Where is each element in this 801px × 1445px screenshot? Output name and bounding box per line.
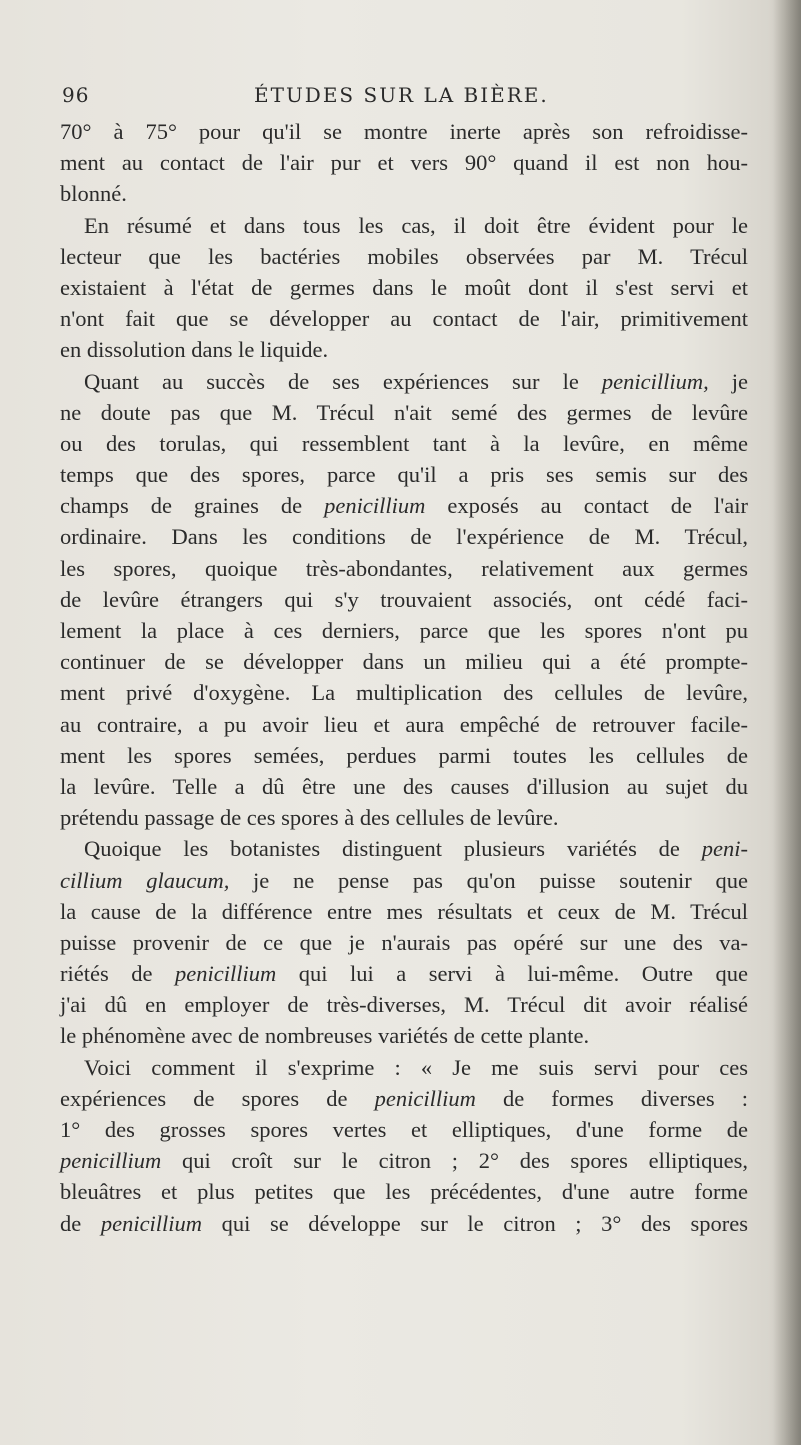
- text-line: bleuâtres et plus petites que les précédentes, d'une autre forme: [60, 1179, 748, 1205]
- italic-term: penicillium: [100, 1210, 203, 1236]
- text-line: la cause de la différence entre mes résultats et ceux de M. Trécul: [60, 898, 748, 924]
- text-line: existaient à l'état de germes dans le moût dont il s'est servi et: [60, 274, 748, 300]
- text-line: la levûre. Telle a dû être une des causes d'illusion au sujet du: [60, 773, 748, 799]
- text-line: au contraire, a pu avoir lieu et aura empêché de retrouver facile-: [60, 711, 748, 737]
- text-line: penicillium qui croît sur le citron ; 2° des spores elliptiques,: [60, 1148, 748, 1174]
- text-line: blonné.: [60, 181, 127, 207]
- text-line: temps que des spores, parce qu'il a pris ses semis sur des: [60, 462, 748, 488]
- text-line: de levûre étrangers qui s'y trouvaient associés, ont cédé faci-: [60, 586, 748, 612]
- text-line: lecteur que les bactéries mobiles observées par M. Trécul: [60, 243, 748, 269]
- text-line: ou des torulas, qui ressemblent tant à la levûre, en même: [60, 430, 748, 456]
- text-line: ment les spores semées, perdues parmi toutes les cellules de: [60, 742, 748, 768]
- page-header: [62, 83, 742, 109]
- text-line: le phénomène avec de nombreuses variétés de cette plante.: [60, 1023, 590, 1049]
- page-edge-shadow: [773, 0, 801, 1445]
- text-line: continuer de se développer dans un milieu qui a été prompte-: [60, 649, 748, 675]
- body-text: [60, 116, 748, 1239]
- text-line: ordinaire. Dans les conditions de l'expérience de M. Trécul,: [60, 524, 748, 550]
- text-line: prétendu passage de ces spores à des cellules de levûre.: [60, 805, 559, 831]
- text-line: ment privé d'oxygène. La multiplication des cellules de levûre,: [60, 680, 748, 706]
- italic-term: penicillium: [374, 1085, 476, 1111]
- text-line: champs de graines de penicillium exposés au contact de l'air: [60, 493, 748, 519]
- text-line: n'ont fait que se développer au contact de l'air, primitivement: [60, 306, 748, 332]
- running-title: ÉTUDES SUR LA BIÈRE.: [254, 83, 549, 107]
- italic-term: peni-: [701, 836, 748, 862]
- text-line: lement la place à ces derniers, parce que les spores n'ont pu: [60, 618, 748, 643]
- text-line: puisse provenir de ce que je n'aurais pas opéré sur une des va-: [60, 929, 748, 955]
- text-line: riétés de penicillium qui lui a servi à lui-même. Outre que: [60, 961, 748, 987]
- text-line: expériences de spores de penicillium de formes diverses :: [60, 1085, 748, 1111]
- page-number: 96: [62, 83, 90, 107]
- text-line: 70° à 75° pour qu'il se montre inerte après son refroidisse-: [60, 119, 748, 144]
- text-line: ne doute pas que M. Trécul n'ait semé des germes de levûre: [60, 399, 748, 425]
- italic-term: penicillium,: [601, 368, 709, 394]
- text-line: en dissolution dans le liquide.: [60, 337, 329, 363]
- italic-term: penicillium: [60, 1148, 162, 1174]
- paragraph-start-line: Quant au succès de ses expériences sur le penicillium, je: [84, 368, 748, 394]
- text-line: les spores, quoique très-abondantes, relativement aux germes: [60, 555, 748, 581]
- text-line: ment au contact de l'air pur et vers 90° quand il est non hou-: [60, 150, 748, 176]
- text-line: de penicillium qui se développe sur le citron ; 3° des spores: [60, 1210, 748, 1236]
- italic-term: penicillium: [174, 961, 277, 987]
- paragraph-start-line: Quoique les botanistes distinguent plusieurs variétés de peni-: [84, 836, 748, 862]
- paragraph-start-line: En résumé et dans tous les cas, il doit être évident pour le: [84, 212, 748, 238]
- text-line: cillium glaucum, je ne pense pas qu'on puisse soutenir que: [60, 867, 748, 893]
- italic-term: cillium glaucum,: [60, 867, 230, 893]
- text-line: 1° des grosses spores vertes et elliptiques, d'une forme de: [60, 1117, 748, 1142]
- paragraph-start-line: Voici comment il s'exprime : « Je me suis servi pour ces: [84, 1054, 748, 1080]
- italic-term: penicillium: [324, 493, 426, 519]
- text-line: j'ai dû en employer de très-diverses, M. Trécul dit avoir réalisé: [60, 992, 748, 1018]
